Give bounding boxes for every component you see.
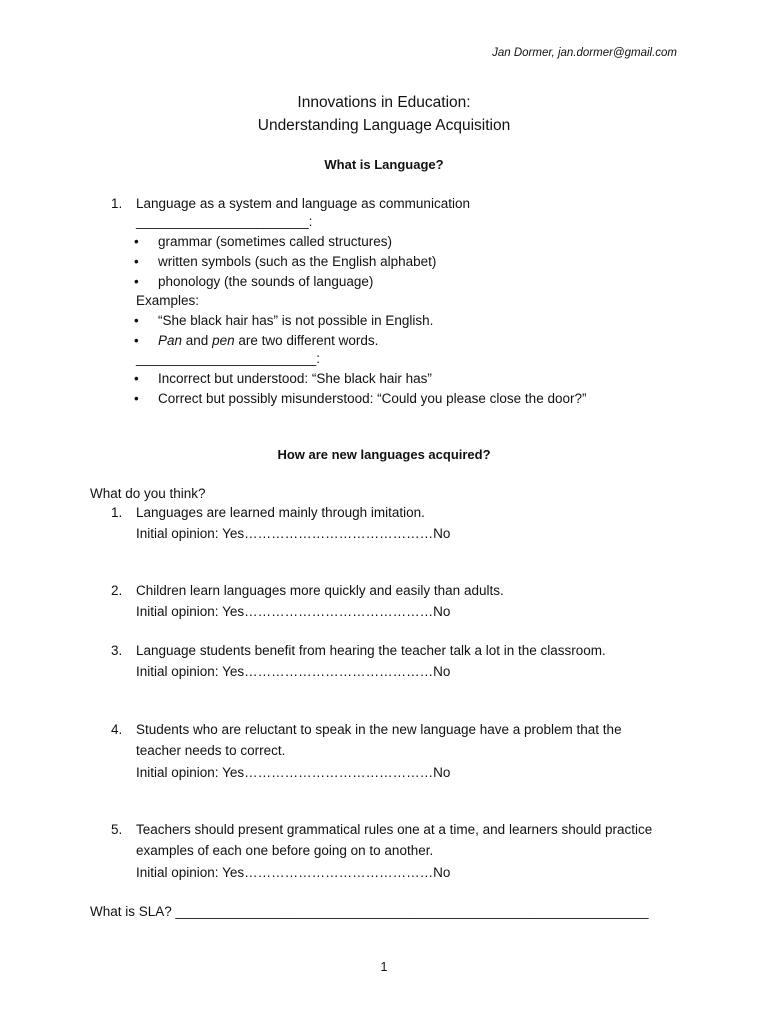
list-item-text: Incorrect but understood: “She black hair has” xyxy=(158,371,432,386)
list-item-text: phonology (the sounds of language) xyxy=(158,274,374,289)
item-text: Teachers should present grammatical rules one at a time, and learners should practice xyxy=(136,822,653,837)
text-end: are two different words. xyxy=(234,333,379,348)
opinion-line: Initial opinion: Yes……………………………………No xyxy=(136,865,451,880)
examples-label: Examples: xyxy=(136,293,200,308)
item-text: Languages are learned mainly through imitation. xyxy=(136,505,425,520)
item-number: 1. xyxy=(111,505,123,520)
author-line: Jan Dormer, jan.dormer@gmail.com xyxy=(492,47,677,59)
italic-word-pen: pen xyxy=(212,333,235,348)
opinion-line: Initial opinion: Yes……………………………………No xyxy=(136,526,451,541)
italic-word-pan: Pan xyxy=(158,333,183,348)
bullet-glyph: • xyxy=(134,371,139,386)
list-item-text: written symbols (such as the English alphabet) xyxy=(158,254,437,269)
section-heading-what-is-language: What is Language? xyxy=(324,157,444,172)
title-line-2: Understanding Language Acquisition xyxy=(257,117,511,134)
bullet-glyph: • xyxy=(134,254,139,269)
opinion-item-3 xyxy=(0,643,768,683)
item-number: 4. xyxy=(111,722,123,737)
section-heading-how-acquired: How are new languages acquired? xyxy=(277,447,491,462)
list-item-text: grammar (sometimes called structures) xyxy=(158,234,393,249)
item-text: Language as a system and language as communication xyxy=(136,196,470,211)
opinion-line: Initial opinion: Yes……………………………………No xyxy=(136,765,451,780)
list-item-text: Correct but possibly misunderstood: “Could you please close the door?” xyxy=(158,391,587,406)
item-number: 5. xyxy=(111,822,123,837)
section1-item xyxy=(0,196,768,216)
item-text: Children learn languages more quickly and easily than adults. xyxy=(136,583,504,598)
title-line-1: Innovations in Education: xyxy=(297,94,471,111)
intro-question: What do you think? xyxy=(90,486,206,501)
bullet-glyph: • xyxy=(134,274,139,289)
opinion-line: Initial opinion: Yes……………………………………No xyxy=(136,604,451,619)
item-text-continued: teacher needs to correct. xyxy=(136,743,286,758)
item-text: Language students benefit from hearing the teacher talk a lot in the classroom. xyxy=(136,643,606,658)
item-number: 1. xyxy=(111,196,123,211)
fill-in-blank-1: _______________________: xyxy=(136,214,313,229)
list-item-text xyxy=(158,333,378,348)
opinion-item-5 xyxy=(0,822,768,884)
item-number: 3. xyxy=(111,643,123,658)
item-text: Students who are reluctant to speak in the new language have a problem that the xyxy=(136,722,622,737)
item-number: 2. xyxy=(111,583,123,598)
sla-question: What is SLA? _______________________________________________________________ xyxy=(90,904,649,919)
opinion-item-4 xyxy=(0,722,768,784)
bullet-glyph: • xyxy=(134,391,139,406)
page-number: 1 xyxy=(380,960,388,974)
bullet-glyph: • xyxy=(134,333,139,348)
list-item-text: “She black hair has” is not possible in English. xyxy=(158,313,434,328)
item-text-continued: examples of each one before going on to another. xyxy=(136,843,434,858)
opinion-line: Initial opinion: Yes……………………………………No xyxy=(136,664,451,679)
opinion-item-1 xyxy=(0,505,768,545)
bullet-glyph: • xyxy=(134,313,139,328)
text-and: and xyxy=(182,333,213,348)
fill-in-blank-2: ________________________: xyxy=(136,351,320,366)
opinion-item-2 xyxy=(0,583,768,623)
bullet-glyph: • xyxy=(134,234,139,249)
